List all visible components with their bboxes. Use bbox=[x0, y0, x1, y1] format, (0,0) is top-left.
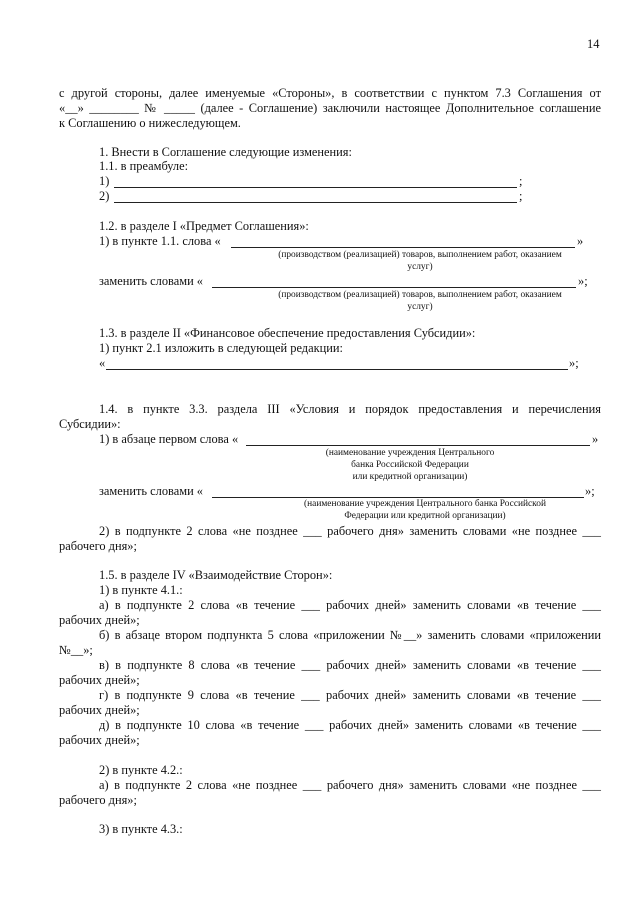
section-1-4-caption-2a: (наименование учреждения Центрального банка Российской bbox=[304, 499, 546, 509]
section-1-2-caption-2b: услуг) bbox=[407, 302, 433, 312]
section-1-4-close-quote: » bbox=[592, 432, 599, 446]
section-1-4-caption-1b: банка Российской Федерации bbox=[351, 460, 469, 470]
section-1-4-close-semicolon: »; bbox=[585, 484, 595, 498]
section-1-2-caption-1a: (производством (реализацией) товаров, выполнением работ, оказанием bbox=[278, 250, 562, 260]
section-1-4-point-1: 1) в абзаце первом слова « bbox=[99, 432, 239, 446]
clause-b-line-2: №__»; bbox=[59, 643, 93, 657]
section-1-3-heading: 1.3. в разделе II «Финансовое обеспечение предоставления Субсидии»: bbox=[99, 326, 476, 340]
preamble-item-1-label: 1) bbox=[99, 174, 110, 188]
intro-line-1: с другой стороны, далее именуемые «Стороны», в соответствии с пунктом 7.3 Соглашения от bbox=[59, 86, 601, 100]
section-1-2-replace: заменить словами « bbox=[99, 274, 203, 288]
clause-v-line-1: в) в подпункте 8 слова «в течение ___ рабочих дней» заменить словами «в течение ___ bbox=[99, 658, 601, 672]
clause-v-line-2: рабочих дней»; bbox=[59, 673, 140, 687]
section-1-2-close-semicolon: »; bbox=[578, 274, 588, 288]
clause-b-line-1: б) в абзаце втором подпункта 5 слова «приложении №__» заменить словами «приложении bbox=[99, 628, 601, 642]
section-1-4-caption-1c: или кредитной организации) bbox=[352, 472, 468, 482]
preamble-item-2-label: 2) bbox=[99, 189, 110, 203]
section-1-1-heading: 1.1. в преамбуле: bbox=[99, 159, 189, 173]
section-1-2-caption-1b: услуг) bbox=[407, 262, 433, 272]
section-1-2-heading: 1.2. в разделе I «Предмет Соглашения»: bbox=[99, 219, 309, 233]
page-number: 14 bbox=[587, 37, 600, 51]
section-1-2-words-blank bbox=[231, 247, 575, 248]
clause-4-2-a-line-2: рабочего дня»; bbox=[59, 793, 137, 807]
clause-a-line-2: рабочих дней»; bbox=[59, 613, 140, 627]
section-1-2-close-quote: » bbox=[577, 234, 584, 248]
section-1-5-point-3: 3) в пункте 4.3.: bbox=[99, 822, 183, 836]
section-1-4-heading-line-1: 1.4. в пункте 3.3. раздела III «Условия и порядок предоставления и перечисления bbox=[99, 402, 601, 416]
clause-g-line-2: рабочих дней»; bbox=[59, 703, 140, 717]
section-1-4-point-2-line-2: рабочего дня»; bbox=[59, 539, 137, 553]
section-1-4-replace: заменить словами « bbox=[99, 484, 203, 498]
section-1-5-point-1: 1) в пункте 4.1.: bbox=[99, 583, 183, 597]
section-1-3-close-semicolon: »; bbox=[569, 356, 579, 370]
section-1-4-words-blank bbox=[246, 445, 590, 446]
section-1-3-point-1: 1) пункт 2.1 изложить в следующей редакции: bbox=[99, 341, 343, 355]
preamble-item-1-blank bbox=[114, 187, 517, 188]
section-1-4-point-2-line-1: 2) в подпункте 2 слова «не позднее ___ рабочего дня» заменить словами «не позднее ___ bbox=[99, 524, 601, 538]
section-1-heading: 1. Внести в Соглашение следующие изменения: bbox=[99, 145, 352, 159]
section-1-2-point-1: 1) в пункте 1.1. слова « bbox=[99, 234, 221, 248]
section-1-3-text-blank bbox=[106, 369, 568, 370]
preamble-item-2-semicolon: ; bbox=[519, 189, 523, 203]
clause-4-2-a-line-1: а) в подпункте 2 слова «не позднее ___ рабочего дня» заменить словами «не позднее ___ bbox=[99, 778, 601, 792]
section-1-5-point-2: 2) в пункте 4.2.: bbox=[99, 763, 183, 777]
section-1-4-heading-line-2: Субсидии»: bbox=[59, 417, 121, 431]
clause-g-line-1: г) в подпункте 9 слова «в течение ___ рабочих дней» заменить словами «в течение ___ bbox=[99, 688, 601, 702]
intro-line-3: к Соглашению о нижеследующем. bbox=[59, 116, 241, 130]
preamble-item-2-blank bbox=[114, 202, 517, 203]
section-1-2-replace-blank bbox=[212, 287, 576, 288]
clause-d-line-2: рабочих дней»; bbox=[59, 733, 140, 747]
section-1-4-caption-2b: Федерации или кредитной организации) bbox=[344, 511, 506, 521]
intro-line-2: «__» ________ № _____ (далее - Соглашение) заключили настоящее Дополнительное соглашение bbox=[59, 101, 601, 115]
preamble-item-1-semicolon: ; bbox=[519, 174, 523, 188]
clause-a-line-1: а) в подпункте 2 слова «в течение ___ рабочих дней» заменить словами «в течение ___ bbox=[99, 598, 601, 612]
section-1-4-caption-1a: (наименование учреждения Центрального bbox=[325, 448, 495, 458]
section-1-5-heading: 1.5. в разделе IV «Взаимодействие Сторон»: bbox=[99, 568, 333, 582]
section-1-3-open-quote: « bbox=[99, 356, 106, 370]
clause-d-line-1: д) в подпункте 10 слова «в течение ___ рабочих дней» заменить словами «в течение ___ bbox=[99, 718, 601, 732]
section-1-2-caption-2a: (производством (реализацией) товаров, выполнением работ, оказанием bbox=[278, 290, 562, 300]
